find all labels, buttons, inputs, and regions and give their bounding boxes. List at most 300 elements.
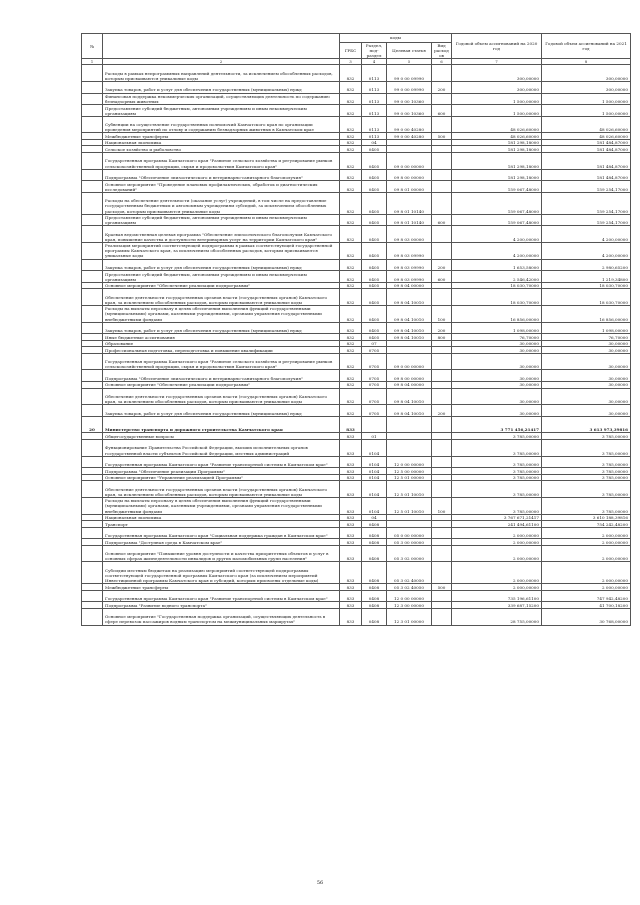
row-name: Субвенции на осуществление государственных полномочий Камчатского края по организации проведения мероприятий по отлову и содержанию безнадзорных животных в Камчатском крае [103,116,340,133]
row-amount-2020: 3 785,00000 [452,497,542,514]
row-amount-2021: 3 785,00000 [542,433,631,440]
table-row [82,562,631,584]
row-grbs: 832 [340,370,362,382]
row-amount-2021: 300,00000 [542,65,631,82]
row-amount-2021: 2 000,00000 [542,584,631,591]
table-row [82,416,631,433]
row-amount-2020: 159 067,48000 [452,214,542,226]
row-grbs: 832 [340,289,362,306]
row-name: Финансовая поддержка некоммерческих организаций, осуществляющих деятельность по содержанию безнадзорных животных [103,93,340,105]
row-expense-type [432,545,452,562]
row-amount-2020: 2 000,00000 [452,545,542,562]
row-name: Закупка товаров, работ и услуг для обеспечения государственных (муниципальных) нужд [103,322,340,334]
row-number [82,527,103,539]
table-row [82,116,631,133]
row-amount-2021: 3 610 188,39816 [542,514,631,521]
row-number [82,405,103,417]
row-number: 20 [82,416,103,433]
row-expense-type [432,152,452,169]
row-razdel: 07 [362,340,387,347]
row-target-article: 12 5 00 00000 [387,468,432,475]
row-name: Краевая ведомственная целевая программа "Обеспечение эпизоотического благополучия Камчатского края, повышение качества и доступности ветеринарных услуг на территории Камчатского края" [103,226,340,243]
row-amount-2020: 18 030,70000 [452,282,542,289]
row-grbs: 832 [340,139,362,146]
colnum: 7 [452,59,542,65]
row-amount-2020: 2 000,00000 [452,584,542,591]
row-amount-2020: 3 785,00000 [452,456,542,468]
row-number [82,192,103,214]
header-grbs: ГРБС [340,43,362,59]
header-number: № [82,34,103,59]
row-number [82,65,103,82]
row-amount-2021: 159 254,17000 [542,181,631,193]
row-name: Закупка товаров, работ и услуг для обеспечения государственных (муниципальных) нужд [103,81,340,93]
row-name: Национальная экономика [103,514,340,521]
row-razdel: 0405 [362,181,387,193]
row-amount-2020: 76,70000 [452,334,542,341]
row-amount-2020: 1 500,00000 [452,93,542,105]
row-grbs: 833 [340,521,362,528]
row-name: Государственная программа Камчатского края "Развитие сельского хозяйства и регулирование рынков сельскохозяйственной продукции, сырья и продовольствия Камчатского края" [103,353,340,370]
row-number [82,105,103,117]
row-razdel: 04 [362,514,387,521]
row-target-article: 12 3 00 00000 [387,602,432,609]
row-amount-2020: 3 785,00000 [452,481,542,498]
row-name: Подпрограмма "Обеспечение реализации Программы" [103,468,340,475]
row-expense-type [432,192,452,214]
row-expense-type [432,242,452,259]
colnum: 8 [542,59,631,65]
row-expense-type [432,370,452,382]
row-name: Расходы на выплаты персоналу в целях обеспечения выполнения функций государственными (муниципальными) органами, казенными учреждениями, органами управления государственными внебюджетными фондами [103,497,340,514]
colnum: 4 [362,59,387,65]
row-amount-2021: 3 785,00000 [542,474,631,481]
row-razdel: 0113 [362,116,387,133]
row-amount-2020: 30,00000 [452,405,542,417]
row-expense-type: 200 [432,322,452,334]
row-expense-type [432,181,452,193]
row-name: Предоставление субсидий бюджетным, автономным учреждениям и иным некоммерческим организациям [103,214,340,226]
row-amount-2021: 30,00000 [542,340,631,347]
row-razdel: 0405 [362,259,387,271]
row-target-article: 99 0 00 40280 [387,116,432,133]
row-amount-2021: 1 219,34800 [542,271,631,283]
table-row [82,93,631,105]
table-row [82,353,631,370]
row-razdel: 0408 [362,590,387,602]
row-razdel: 0408 [362,527,387,539]
row-target-article: 05 3 02 00000 [387,545,432,562]
row-amount-2021: 1 098,00000 [542,322,631,334]
row-number [82,271,103,283]
row-number [82,214,103,226]
row-number [82,497,103,514]
table-row [82,439,631,456]
row-grbs: 832 [340,105,362,117]
row-target-article [387,439,432,456]
row-name: Транспорт [103,521,340,528]
row-amount-2020: 18 030,70000 [452,289,542,306]
row-amount-2020: 3 771 456,21417 [452,416,542,433]
table-row [82,608,631,625]
row-name: Подпрограмма "Доступная среда в Камчатском крае" [103,539,340,546]
row-grbs: 832 [340,133,362,140]
row-amount-2021: 3 613 973,39816 [542,416,631,433]
row-amount-2020: 300,00000 [452,65,542,82]
row-target-article: 09 8 04 00000 [387,382,432,389]
table-row [82,214,631,226]
colnum: 1 [82,59,103,65]
row-expense-type: 600 [432,214,452,226]
row-amount-2020: 1 653,58000 [452,259,542,271]
row-amount-2021: 3 785,00000 [542,439,631,456]
row-amount-2020: 4 200,00000 [452,242,542,259]
row-grbs: 833 [340,481,362,498]
row-razdel: 0113 [362,81,387,93]
row-grbs: 833 [340,439,362,456]
row-number [82,590,103,602]
row-grbs: 832 [340,271,362,283]
row-razdel: 0405 [362,282,387,289]
table-row [82,152,631,169]
row-amount-2020: 3 785,00000 [452,474,542,481]
row-amount-2021: 3 785,00000 [542,456,631,468]
colnum: 2 [103,59,340,65]
row-razdel: 0113 [362,105,387,117]
row-razdel: 0104 [362,497,387,514]
row-grbs: 833 [340,416,362,433]
row-amount-2021: 2 980,65200 [542,259,631,271]
table-row [82,65,631,82]
row-amount-2020: 30,00000 [452,370,542,382]
row-amount-2021: 1 500,00000 [542,93,631,105]
row-grbs: 833 [340,527,362,539]
row-target-article: 09 8 03 09990 [387,271,432,283]
table-body [82,65,631,625]
row-number [82,545,103,562]
row-amount-2021: 18 030,70000 [542,282,631,289]
row-amount-2020: 2 546,42000 [452,271,542,283]
row-amount-2021: 2 000,00000 [542,527,631,539]
header-expense-type: Вид расходов [432,43,452,59]
row-number [82,481,103,498]
row-razdel: 0113 [362,65,387,82]
row-razdel: 0104 [362,474,387,481]
row-amount-2021: 30,00000 [542,353,631,370]
row-amount-2020: 159 067,48000 [452,181,542,193]
row-expense-type [432,226,452,243]
row-amount-2020: 181 298,18000 [452,169,542,181]
row-amount-2021: 1 500,00000 [542,105,631,117]
row-amount-2020: 2 000,00000 [452,527,542,539]
row-amount-2021: 181 484,87000 [542,152,631,169]
row-name: Обеспечение деятельности государственных органов власти (государственных органов) Камчатского края, за исключением обособленных расходов, которым присваиваются уникальные коды [103,289,340,306]
row-name: Расходы на выплаты персоналу в целях обеспечения выполнения функций государственными (муниципальными) органами, казенными учреждениями, органами управления государственными внебюджетными фондами [103,305,340,322]
row-grbs: 832 [340,259,362,271]
row-amount-2021: 159 254,17000 [542,192,631,214]
row-amount-2020: 159 067,48000 [452,192,542,214]
row-target-article: 09 8 03 09990 [387,242,432,259]
row-amount-2020: 16 856,00000 [452,305,542,322]
row-razdel: 0705 [362,347,387,354]
row-target-article: 09 8 00 00000 [387,370,432,382]
row-razdel: 0104 [362,481,387,498]
row-amount-2020: 2 000,00000 [452,539,542,546]
row-name: Межбюджетные трансферты [103,584,340,591]
colnum: 6 [432,59,452,65]
row-number [82,242,103,259]
row-expense-type [432,116,452,133]
row-amount-2021: 3 785,00000 [542,468,631,475]
row-number [82,353,103,370]
row-target-article: 09 8 04 00000 [387,282,432,289]
row-number [82,388,103,405]
row-target-article: 09 8 04 10010 [387,289,432,306]
row-razdel: 0408 [362,608,387,625]
row-expense-type [432,527,452,539]
row-razdel: 0405 [362,152,387,169]
row-razdel: 0405 [362,242,387,259]
row-name: Обеспечение деятельности государственных органов власти (государственных органов) Камчатского края, за исключением обособленных расходов, которым присваиваются уникальные коды [103,388,340,405]
row-amount-2020: 735 196,61100 [452,590,542,602]
row-grbs: 832 [340,169,362,181]
row-number [82,169,103,181]
row-number [82,152,103,169]
row-razdel: 0113 [362,93,387,105]
row-target-article: 99 0 00 10360 [387,105,432,117]
row-name: Закупка товаров, работ и услуг для обеспечения государственных (муниципальных) нужд [103,405,340,417]
row-target-article: 09 8 04 10010 [387,322,432,334]
row-number [82,289,103,306]
row-grbs: 832 [340,353,362,370]
row-name: Основное мероприятие "Обеспечение реализации подпрограммы" [103,282,340,289]
header-target-article: Целевая статья [387,43,432,59]
table-row [82,169,631,181]
table-row [82,81,631,93]
row-amount-2020: 3 785,00000 [452,468,542,475]
row-number [82,608,103,625]
row-grbs: 832 [340,340,362,347]
header-codes: коды [340,34,452,43]
row-razdel [362,416,387,433]
row-expense-type [432,169,452,181]
row-name: Национальная экономика [103,139,340,146]
row-grbs: 832 [340,214,362,226]
table-row [82,497,631,514]
row-target-article: 09 8 00 00000 [387,169,432,181]
table-row [82,105,631,117]
row-amount-2021: 181 484,87000 [542,146,631,153]
row-name: Закупка товаров, работ и услуг для обеспечения государственных (муниципальных) нужд [103,259,340,271]
row-amount-2021: 4 200,00000 [542,226,631,243]
row-grbs: 833 [340,474,362,481]
row-target-article: 12 0 00 00000 [387,456,432,468]
row-target-article: 12 5 01 00000 [387,474,432,481]
row-target-article: 05 3 02 40050 [387,562,432,584]
header-name [103,34,340,59]
row-amount-2020: 2 000,00000 [452,562,542,584]
row-grbs: 832 [340,181,362,193]
row-grbs: 833 [340,539,362,546]
row-amount-2020: 3 785,00000 [452,439,542,456]
row-number [82,259,103,271]
row-expense-type: 100 [432,497,452,514]
row-amount-2020: 300,00000 [452,81,542,93]
row-name: Образование [103,340,340,347]
table-row [82,289,631,306]
row-number [82,226,103,243]
row-amount-2020: 1 098,00000 [452,322,542,334]
row-amount-2020: 48 026,60000 [452,133,542,140]
row-amount-2020: 30,00000 [452,340,542,347]
table-row [82,481,631,498]
row-target-article: 09 8 04 10010 [387,388,432,405]
row-amount-2021: 30,00000 [542,370,631,382]
row-expense-type [432,481,452,498]
row-grbs: 832 [340,152,362,169]
row-amount-2021: 2 000,00000 [542,562,631,584]
row-name: Расходы на обеспечение деятельности (оказание услуг) учреждений, в том числе на предоставление государственным бюджетным и автономным учреждениям субсидий, за исключением обособленных расходов, которым присваиваются уникальные коды [103,192,340,214]
row-name: Государственная программа Камчатского края "Развитие транспортной системы в Камчатском крае" [103,456,340,468]
row-number [82,439,103,456]
row-razdel: 0408 [362,521,387,528]
row-grbs: 832 [340,65,362,82]
row-amount-2020: 1 500,00000 [452,105,542,117]
row-razdel: 0408 [362,562,387,584]
row-name: Подпрограмма "Обеспечение эпизоотического и ветеринарно-санитарного благополучия" [103,169,340,181]
row-razdel: 0408 [362,602,387,609]
row-target-article: 05 3 00 00000 [387,539,432,546]
row-name: Основное мероприятие "Государственная поддержка организаций, осуществляющих деятельность в сфере перевозок пассажиров водным транспортом на межмуниципальных маршрутах" [103,608,340,625]
row-amount-2020: 30,00000 [452,347,542,354]
table-row [82,527,631,539]
row-razdel: 0113 [362,133,387,140]
row-amount-2021: 76,70000 [542,334,631,341]
row-target-article: 05 0 00 00000 [387,527,432,539]
row-name: Субсидии местным бюджетам на реализацию мероприятий соответствующей подпрограммы соответствующей государственной программы Камчатского края (за исключением мероприятий Инвестиционной программы Камчатского края и субсидий, которым присвоены отдельные коды) [103,562,340,584]
row-razdel: 0104 [362,468,387,475]
row-name: Общегосударственные вопросы [103,433,340,440]
row-target-article: 12 0 00 00000 [387,590,432,602]
row-grbs: 832 [340,347,362,354]
row-amount-2021: 754 242,48200 [542,521,631,528]
row-grbs: 833 [340,584,362,591]
row-name: Основное мероприятие "Управление реализацией Программы" [103,474,340,481]
table-row [82,271,631,283]
row-expense-type: 200 [432,405,452,417]
row-name: Иные бюджетные ассигнования [103,334,340,341]
row-razdel: 0408 [362,539,387,546]
row-name: Подпрограмма "Обеспечение эпизоотического и ветеринарно-санитарного благополучия" [103,370,340,382]
row-expense-type [432,289,452,306]
table-row [82,388,631,405]
row-expense-type [432,456,452,468]
row-name: Реализация мероприятий соответствующей подпрограммы в рамках соответствующей государственной программы Камчатского края, за исключением обособленных расходов, которым присваиваются уникальные коды [103,242,340,259]
row-target-article [387,416,432,433]
row-name: Подпрограмма "Развитие водного транспорта" [103,602,340,609]
row-number [82,181,103,193]
row-amount-2021: 159 254,17000 [542,214,631,226]
row-grbs: 832 [340,146,362,153]
row-grbs: 832 [340,382,362,389]
row-razdel: 0405 [362,289,387,306]
header-year-2021: Годовой объем ассигнований на 2021 год [542,34,631,59]
row-amount-2020: 4 200,00000 [452,226,542,243]
row-amount-2020: 48 026,60000 [452,116,542,133]
row-grbs: 833 [340,468,362,475]
row-number [82,322,103,334]
row-amount-2020: 3 767 671,21417 [452,514,542,521]
row-target-article: 09 8 01 10140 [387,192,432,214]
row-target-article: 09 0 00 00000 [387,152,432,169]
row-razdel: 0705 [362,388,387,405]
row-number [82,456,103,468]
row-razdel: 0705 [362,405,387,417]
row-grbs: 833 [340,433,362,440]
row-expense-type: 100 [432,305,452,322]
row-razdel: 0405 [362,192,387,214]
table-row [82,305,631,322]
row-amount-2020: 3 785,00000 [452,433,542,440]
row-expense-type: 600 [432,271,452,283]
row-razdel: 0405 [362,226,387,243]
row-number [82,81,103,93]
row-target-article: 09 8 03 00000 [387,226,432,243]
row-razdel: 0405 [362,305,387,322]
row-amount-2021: 747 942,48200 [542,590,631,602]
table-row [82,259,631,271]
row-amount-2021: 3 785,00000 [542,497,631,514]
row-number [82,93,103,105]
row-amount-2021: 16 856,00000 [542,305,631,322]
row-target-article: 09 0 00 00000 [387,353,432,370]
row-grbs: 832 [340,388,362,405]
row-expense-type: 200 [432,259,452,271]
row-razdel: 0405 [362,146,387,153]
row-razdel: 0705 [362,370,387,382]
row-grbs: 832 [340,226,362,243]
row-name: Сельское хозяйство и рыболовство [103,146,340,153]
row-name: Государственная программа Камчатского края "Развитие сельского хозяйства и регулирование рынков сельскохозяйственной продукции, сырья и продовольствия Камчатского края" [103,152,340,169]
row-target-article: 09 8 01 00000 [387,181,432,193]
row-razdel: 0104 [362,439,387,456]
row-expense-type [432,608,452,625]
row-amount-2020: 181 298,18000 [452,152,542,169]
row-name: Обеспечение деятельности государственных органов власти (государственных органов) Камчатского края, за исключением обособленных расходов, которым присваиваются уникальные коды [103,481,340,498]
table-row [82,181,631,193]
row-number [82,305,103,322]
row-number [82,562,103,584]
table-row [82,370,631,382]
row-grbs: 833 [340,456,362,468]
row-amount-2020: 181 298,18000 [452,146,542,153]
row-grbs: 832 [340,334,362,341]
row-expense-type: 800 [432,334,452,341]
row-amount-2021: 30,00000 [542,382,631,389]
table-row [82,322,631,334]
row-grbs: 832 [340,405,362,417]
row-amount-2021: 30 768,00000 [542,608,631,625]
row-amount-2021: 30,00000 [542,347,631,354]
table-row [82,226,631,243]
row-target-article: 05 3 02 40050 [387,584,432,591]
row-grbs: 833 [340,602,362,609]
row-grbs: 832 [340,116,362,133]
row-amount-2021: 181 484,87000 [542,169,631,181]
row-razdel: 0408 [362,584,387,591]
row-grbs: 832 [340,81,362,93]
row-target-article: 99 0 00 09990 [387,65,432,82]
